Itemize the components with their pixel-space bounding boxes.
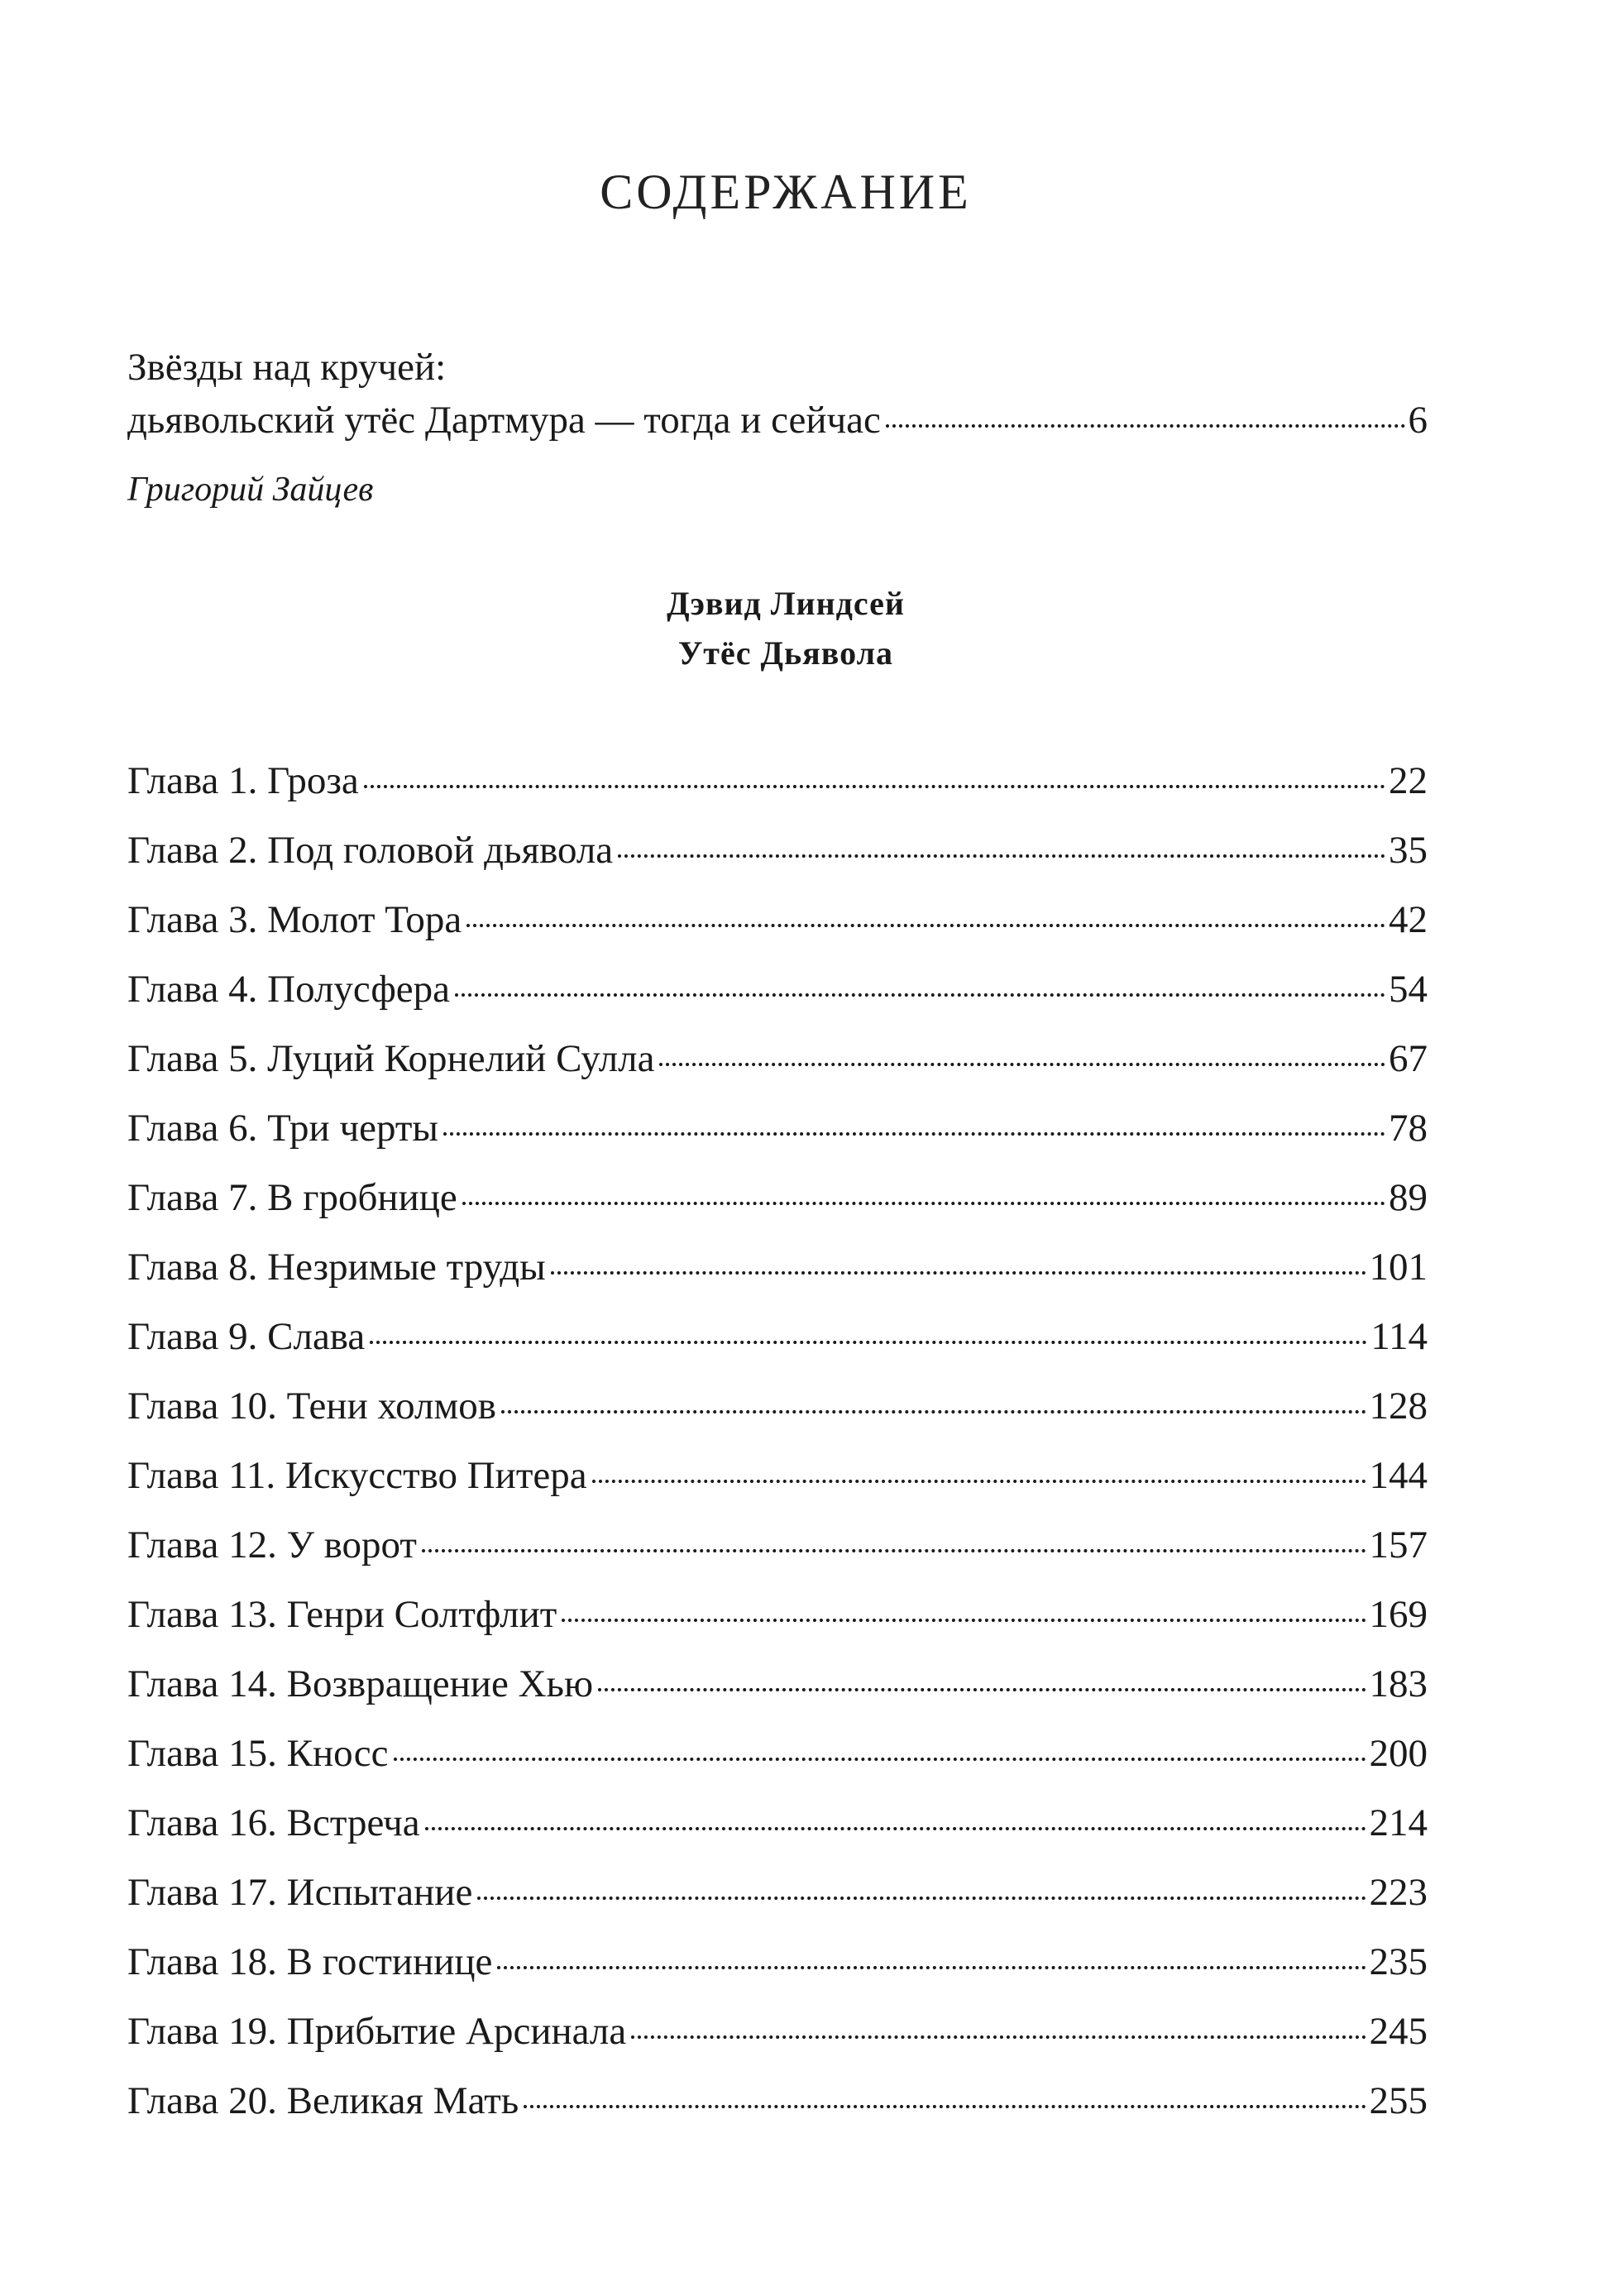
dot-leader [562,1619,1366,1622]
toc-chapter-row [127,1441,1428,1510]
chapter-page-number: 78 [1389,1107,1428,1150]
chapter-title: Глава 10. Тени холмов [127,1385,496,1428]
chapter-title: Глава 2. Под головой дьявола [127,829,614,872]
toc-chapter-row [127,1510,1428,1580]
chapter-page-number: 183 [1369,1662,1428,1705]
chapter-title: Глава 1. Гроза [127,759,359,802]
dot-leader [592,1480,1366,1483]
chapter-title: Глава 3. Молот Тора [127,898,462,941]
dot-leader [497,1966,1366,1969]
chapter-title: Глава 13. Генри Солтфлит [127,1593,557,1636]
dot-leader [618,854,1385,858]
toc-chapter-row [127,816,1428,885]
chapter-title: Глава 14. Возвращение Хью [127,1662,594,1705]
dot-leader [370,1341,1367,1344]
toc-chapter-row [127,1580,1428,1649]
chapter-title: Глава 19. Прибытие Арсинала [127,2010,627,2053]
toc-chapter-row [127,2066,1428,2136]
chapter-title: Глава 8. Незримые труды [127,1246,546,1289]
dot-leader [659,1063,1385,1066]
book-author: Дэвид Линдсей [667,585,905,622]
dot-leader [425,1827,1366,1830]
chapter-page-number: 214 [1369,1801,1428,1844]
toc-chapter-row [127,1719,1428,1788]
chapter-title: Глава 17. Испытание [127,1871,473,1914]
dot-leader [524,2105,1366,2108]
dot-leader [422,1549,1366,1552]
intro-author: Григорий Зайцев [127,471,374,509]
chapter-page-number: 245 [1369,2010,1428,2053]
chapter-list [127,746,1428,2136]
chapter-title: Глава 20. Великая Мать [127,2079,519,2122]
book-heading [0,579,1571,678]
chapter-page-number: 157 [1369,1523,1428,1567]
chapter-title: Глава 6. Три черты [127,1107,438,1150]
chapter-page-number: 235 [1369,1940,1428,1983]
intro-page-number: 6 [1408,399,1428,442]
dot-leader [477,1897,1366,1900]
dot-leader [462,1202,1385,1205]
dot-leader [466,924,1385,927]
chapter-title: Глава 7. В гробнице [127,1176,457,1219]
dot-leader [631,2035,1366,2039]
intro-title-line1: Звёзды над кручей: [127,346,447,389]
dot-leader [443,1132,1385,1136]
chapter-page-number: 114 [1370,1315,1428,1358]
chapter-page-number: 42 [1389,898,1428,941]
chapter-page-number: 144 [1369,1454,1428,1497]
dot-leader [598,1688,1366,1691]
toc-chapter-row [127,1163,1428,1232]
toc-chapter-row [127,1232,1428,1302]
toc-chapter-row [127,1788,1428,1858]
toc-chapter-row [127,885,1428,954]
chapter-title: Глава 12. У ворот [127,1523,417,1567]
dot-leader [394,1758,1366,1761]
dot-leader [501,1410,1366,1413]
dot-leader [551,1271,1366,1275]
chapter-page-number: 101 [1369,1246,1428,1289]
toc-chapter-row [127,1997,1428,2066]
page-title: СОДЕРЖАНИЕ [600,165,972,219]
chapter-title: Глава 18. В гостинице [127,1940,493,1983]
dot-leader [364,785,1385,788]
toc-chapter-row [127,746,1428,816]
toc-chapter-row [127,954,1428,1024]
chapter-title: Глава 9. Слава [127,1315,366,1358]
toc-chapter-row [127,1371,1428,1441]
book-title: Утёс Дьявола [677,634,894,672]
intro-title-line2: дьявольский утёс Дартмура — тогда и сейчас [127,399,881,442]
chapter-page-number: 200 [1369,1732,1428,1775]
dot-leader [455,993,1385,997]
toc-chapter-row [127,1927,1428,1997]
dot-leader [886,424,1405,428]
chapter-title: Глава 16. Встреча [127,1801,420,1844]
chapter-title: Глава 5. Луций Корнелий Сулла [127,1037,655,1080]
chapter-page-number: 35 [1389,829,1428,872]
chapter-title: Глава 15. Кносс [127,1732,389,1775]
intro-toc-row [127,394,1428,447]
chapter-title: Глава 11. Искусство Питера [127,1454,587,1497]
chapter-page-number: 22 [1389,759,1428,802]
toc-chapter-row [127,1024,1428,1093]
toc-chapter-row [127,1302,1428,1371]
chapter-page-number: 67 [1389,1037,1428,1080]
intro-entry [127,341,1428,509]
toc-chapter-row [127,1649,1428,1719]
chapter-page-number: 128 [1369,1385,1428,1428]
chapter-page-number: 169 [1369,1593,1428,1636]
chapter-page-number: 54 [1389,968,1428,1011]
chapter-page-number: 223 [1369,1871,1428,1914]
toc-chapter-row [127,1858,1428,1927]
chapter-page-number: 255 [1369,2079,1428,2122]
chapter-page-number: 89 [1389,1176,1428,1219]
toc-chapter-row [127,1093,1428,1163]
chapter-title: Глава 4. Полусфера [127,968,451,1011]
